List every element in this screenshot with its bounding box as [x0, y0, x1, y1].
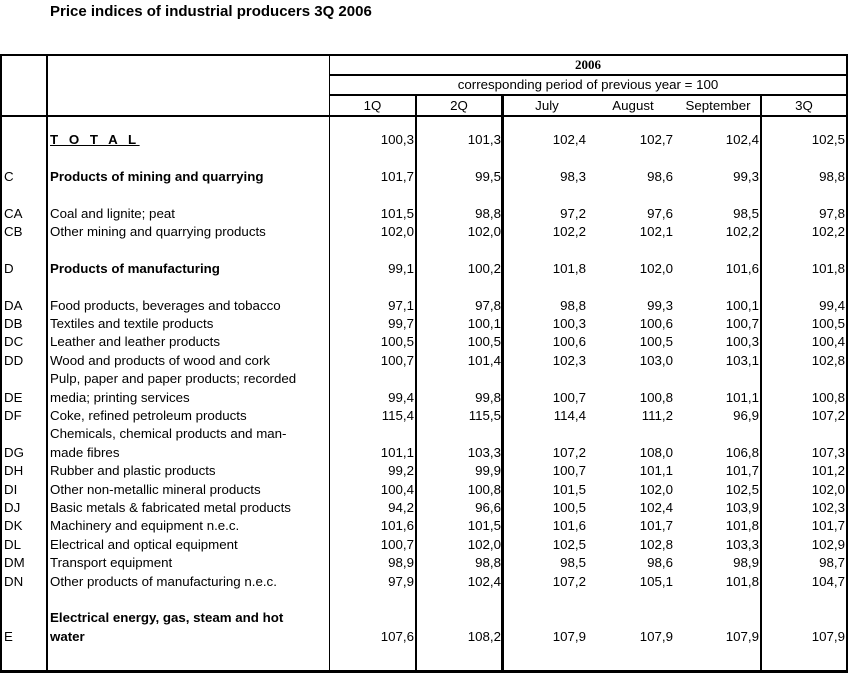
value-cell-july: 102,3: [552, 352, 586, 368]
row-code: DC: [4, 334, 24, 350]
col-header-july: July: [535, 98, 559, 113]
value-cell-2q: 96,6: [475, 500, 501, 515]
value-cell-august: 98,6: [647, 168, 673, 184]
value-cell-1q: 107,6: [380, 628, 414, 644]
table-row-line: [0, 425, 848, 443]
row-label: Wood and products of wood and cork: [50, 352, 271, 368]
value-cell-august: 102,7: [639, 132, 673, 147]
value-cell-september: 102,2: [725, 224, 759, 239]
table-row: [0, 223, 848, 241]
row-label: Products of mining and quarrying: [50, 168, 264, 184]
value-cell-september: 100,3: [725, 334, 759, 350]
value-cell-july: 98,3: [560, 168, 586, 184]
value-cell-1q: 98,9: [388, 555, 414, 571]
value-cell-august: 101,1: [639, 463, 673, 479]
value-cell-july: 102,4: [552, 132, 586, 147]
value-cell-2q: 101,4: [467, 352, 501, 368]
value-cell-september: 101,8: [725, 518, 759, 534]
table-row: [0, 131, 848, 149]
value-cell-august: 102,8: [639, 536, 673, 552]
value-cell-3q: 102,2: [811, 224, 845, 239]
value-cell-september: 101,1: [725, 389, 759, 405]
value-cell-3q: 98,8: [819, 168, 845, 184]
col-header-september: September: [685, 98, 751, 113]
row-label: Coal and lignite; peat: [50, 205, 175, 221]
value-cell-3q: 99,4: [819, 297, 845, 313]
value-cell-2q: 100,8: [467, 481, 501, 497]
value-cell-august: 102,0: [639, 260, 673, 276]
row-label: Basic metals & fabricated metal products: [50, 500, 291, 515]
page-title: Price indices of industrial producers 3Q 2006: [50, 3, 372, 20]
value-cell-september: 103,9: [725, 500, 759, 515]
row-code: DJ: [4, 500, 21, 515]
value-cell-1q: 102,0: [380, 224, 414, 239]
value-cell-july: 107,2: [552, 444, 586, 460]
value-cell-2q: 97,8: [475, 297, 501, 313]
row-label: Food products, beverages and tobacco: [50, 297, 281, 313]
value-cell-september: 102,5: [725, 481, 759, 497]
value-cell-2q: 102,0: [467, 536, 501, 552]
table-row: [0, 554, 848, 572]
row-label: Electrical and optical equipment: [50, 536, 238, 552]
value-cell-2q: 98,8: [475, 205, 501, 221]
table-row: [0, 628, 848, 646]
table-row: [0, 481, 848, 499]
value-cell-august: 97,6: [647, 205, 673, 221]
row-code: DA: [4, 297, 23, 313]
table-row: [0, 407, 848, 425]
value-cell-2q: 102,4: [467, 573, 501, 589]
value-cell-july: 114,4: [553, 408, 586, 423]
row-code: DI: [4, 481, 18, 497]
value-cell-september: 99,3: [733, 168, 759, 184]
value-cell-3q: 102,5: [811, 132, 845, 147]
value-cell-1q: 99,4: [388, 389, 414, 405]
value-cell-3q: 102,9: [811, 536, 845, 552]
row-label-line2: made fibres: [50, 444, 120, 460]
header-year: 2006: [575, 57, 601, 72]
row-label-line1: Chemicals, chemical products and man-: [50, 426, 287, 442]
table-body: [0, 117, 848, 670]
header-subtitle: corresponding period of previous year = 100: [457, 77, 719, 92]
row-code: DG: [4, 444, 24, 460]
value-cell-2q: 100,5: [467, 334, 501, 350]
value-cell-september: 101,8: [725, 573, 759, 589]
value-cell-july: 101,6: [552, 518, 586, 534]
value-cell-1q: 97,1: [388, 297, 414, 313]
value-cell-july: 100,3: [552, 316, 586, 331]
col-header-1q: 1Q: [363, 98, 382, 113]
value-cell-july: 102,5: [552, 536, 586, 552]
row-code: DH: [4, 463, 24, 479]
value-cell-august: 107,9: [639, 628, 673, 644]
value-cell-august: 102,0: [639, 481, 673, 497]
row-code: CA: [4, 205, 23, 221]
value-cell-3q: 98,7: [819, 555, 845, 571]
value-cell-september: 96,9: [733, 408, 759, 423]
value-cell-1q: 101,7: [380, 168, 414, 184]
value-cell-2q: 100,1: [467, 316, 501, 331]
table-row-line: [0, 370, 848, 388]
row-code: DL: [4, 536, 21, 552]
value-cell-september: 98,5: [733, 205, 759, 221]
value-cell-3q: 102,8: [811, 352, 845, 368]
value-cell-july: 98,5: [560, 555, 586, 571]
value-cell-3q: 100,5: [811, 316, 845, 331]
value-cell-september: 100,1: [725, 297, 759, 313]
value-cell-august: 99,3: [647, 297, 673, 313]
table-row: [0, 333, 848, 351]
table-row: [0, 352, 848, 370]
value-cell-august: 102,1: [639, 224, 673, 239]
value-cell-july: 101,5: [552, 481, 586, 497]
row-label: Other mining and quarrying products: [50, 224, 266, 239]
value-cell-august: 108,0: [639, 444, 673, 460]
value-cell-2q: 102,0: [467, 224, 501, 239]
value-cell-1q: 100,5: [380, 334, 414, 350]
value-cell-1q: 94,2: [388, 500, 414, 515]
value-cell-july: 102,2: [552, 224, 586, 239]
row-code: DB: [4, 316, 23, 331]
value-cell-3q: 97,8: [819, 205, 845, 221]
value-cell-august: 102,4: [639, 500, 673, 515]
table-row-line: [0, 609, 848, 627]
value-cell-september: 100,7: [725, 316, 759, 331]
value-cell-july: 100,7: [552, 389, 586, 405]
value-cell-july: 107,9: [552, 628, 586, 644]
value-cell-1q: 101,6: [380, 518, 414, 534]
value-cell-2q: 101,3: [467, 132, 501, 147]
row-code: DM: [4, 555, 25, 571]
value-cell-1q: 99,2: [388, 463, 414, 479]
table-row: [0, 573, 848, 591]
row-label: Rubber and plastic products: [50, 463, 216, 479]
value-cell-3q: 101,7: [811, 518, 845, 534]
value-cell-1q: 100,3: [380, 132, 414, 147]
value-cell-3q: 100,8: [811, 389, 845, 405]
table-row: [0, 260, 848, 278]
row-label: Other non-metallic mineral products: [50, 481, 261, 497]
value-cell-july: 100,7: [552, 463, 586, 479]
value-cell-july: 98,8: [560, 297, 586, 313]
value-cell-3q: 101,8: [811, 260, 845, 276]
value-cell-july: 100,5: [552, 500, 586, 515]
value-cell-august: 101,7: [639, 518, 673, 534]
value-cell-july: 97,2: [560, 205, 586, 221]
row-code: CB: [4, 224, 23, 239]
value-cell-1q: 115,4: [381, 408, 414, 423]
table-row: [0, 444, 848, 462]
value-cell-august: 98,6: [647, 555, 673, 571]
value-cell-september: 103,1: [725, 352, 759, 368]
value-cell-2q: 99,5: [475, 168, 501, 184]
value-cell-2q: 99,8: [475, 389, 501, 405]
value-cell-2q: 103,3: [467, 444, 501, 460]
row-label: Machinery and equipment n.e.c.: [50, 518, 240, 534]
value-cell-2q: 115,5: [468, 408, 501, 423]
value-cell-1q: 101,1: [380, 444, 414, 460]
table-row: [0, 297, 848, 315]
value-cell-3q: 101,2: [811, 463, 845, 479]
row-code: D: [4, 260, 14, 276]
value-cell-august: 105,1: [639, 573, 673, 589]
value-cell-september: 98,9: [733, 555, 759, 571]
row-label: Coke, refined petroleum products: [50, 408, 247, 423]
table-row: [0, 499, 848, 517]
col-header-2q: 2Q: [450, 98, 468, 113]
row-label-total: T O T A L: [50, 132, 140, 147]
col-header-august: August: [612, 98, 654, 113]
value-cell-3q: 104,7: [811, 573, 845, 589]
row-label: Leather and leather products: [50, 334, 221, 350]
value-cell-3q: 107,3: [811, 444, 845, 460]
row-code: DD: [4, 352, 24, 368]
value-cell-1q: 99,7: [388, 316, 414, 331]
row-label: Transport equipment: [50, 555, 173, 571]
value-cell-july: 100,6: [552, 334, 586, 350]
value-cell-september: 106,8: [725, 444, 759, 460]
row-code: DN: [4, 573, 24, 589]
row-label: Products of manufacturing: [50, 260, 220, 276]
value-cell-2q: 108,2: [467, 628, 501, 644]
value-cell-september: 102,4: [725, 132, 759, 147]
value-cell-2q: 99,9: [475, 463, 501, 479]
value-cell-august: 103,0: [639, 352, 673, 368]
table-row: [0, 462, 848, 480]
value-cell-1q: 99,1: [388, 260, 414, 276]
value-cell-3q: 102,3: [811, 500, 845, 515]
row-label: Other products of manufacturing n.e.c.: [50, 573, 277, 589]
row-label-line1: Electrical energy, gas, steam and hot: [50, 610, 284, 626]
table-row: [0, 389, 848, 407]
value-cell-september: 101,7: [725, 463, 759, 479]
value-cell-july: 101,8: [552, 260, 586, 276]
row-code: DF: [4, 408, 22, 423]
col-header-3q: 3Q: [795, 98, 813, 113]
row-code: C: [4, 168, 14, 184]
header-line-subtitle: [329, 94, 848, 96]
value-cell-3q: 107,9: [811, 628, 845, 644]
row-label-line1: Pulp, paper and paper products; recorded: [50, 371, 297, 387]
value-cell-july: 107,2: [552, 573, 586, 589]
table-row: [0, 517, 848, 535]
value-cell-1q: 100,7: [380, 536, 414, 552]
row-code: E: [4, 628, 13, 644]
value-cell-september: 107,9: [725, 628, 759, 644]
row-label: Textiles and textile products: [50, 316, 214, 331]
row-code: DK: [4, 518, 23, 534]
table-row: [0, 536, 848, 554]
table-row: [0, 205, 848, 223]
value-cell-1q: 101,5: [380, 205, 414, 221]
value-cell-1q: 97,9: [388, 573, 414, 589]
value-cell-september: 103,3: [725, 536, 759, 552]
table-row: [0, 168, 848, 186]
value-cell-3q: 107,2: [811, 408, 845, 423]
table-row: [0, 315, 848, 333]
row-label-line2: water: [50, 628, 85, 644]
value-cell-2q: 101,5: [467, 518, 501, 534]
value-cell-august: 100,6: [639, 316, 673, 331]
value-cell-2q: 100,2: [467, 260, 501, 276]
row-label-line2: media; printing services: [50, 389, 190, 405]
table-border-bottom: [0, 670, 848, 673]
row-code: DE: [4, 389, 23, 405]
value-cell-3q: 102,0: [811, 481, 845, 497]
value-cell-august: 100,8: [639, 389, 673, 405]
value-cell-august: 111,2: [641, 408, 673, 423]
value-cell-2q: 98,8: [475, 555, 501, 571]
price-index-table: [0, 54, 848, 673]
value-cell-september: 101,6: [725, 260, 759, 276]
value-cell-1q: 100,7: [380, 352, 414, 368]
value-cell-1q: 100,4: [380, 481, 414, 497]
value-cell-3q: 100,4: [811, 334, 845, 350]
value-cell-august: 100,5: [639, 334, 673, 350]
